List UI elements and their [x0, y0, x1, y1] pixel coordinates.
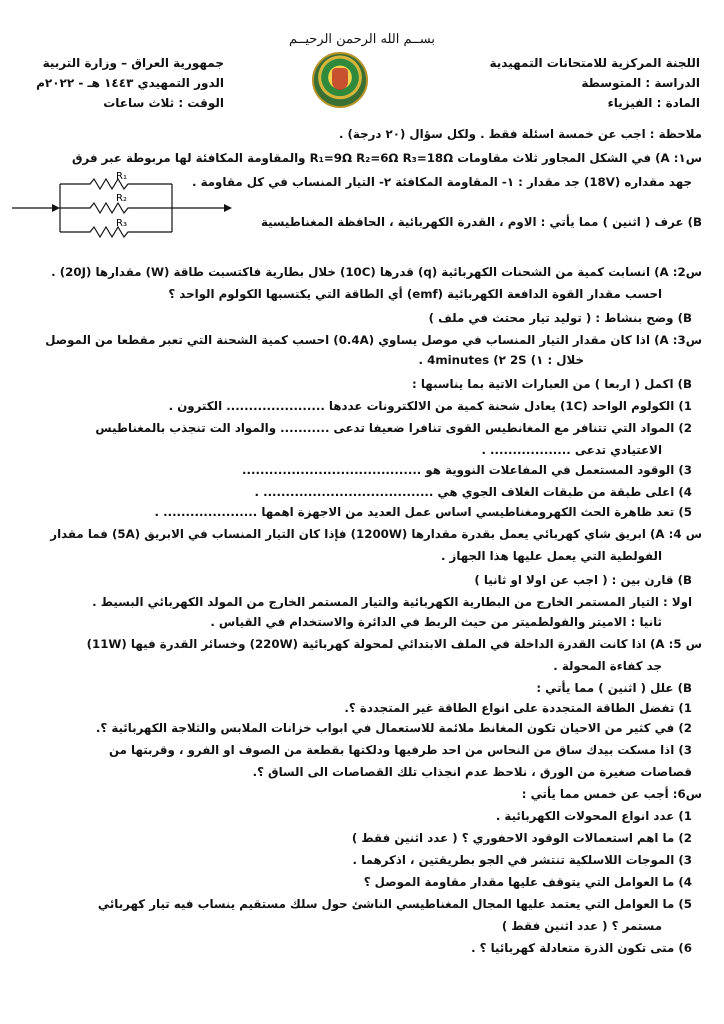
q5-item-2: 2) في كثير من الاحيان تكون المغانط ملائمة للاستعمال في ابواب خزانات الملابس والثلاجة الكهربائية ؟. [95, 721, 692, 735]
q5-item-1: 1) تفضل الطاقة المتجددة على انواع الطاقة غير المتجددة ؟. [344, 701, 692, 715]
ministry-emblem-icon [312, 52, 368, 108]
q4-compare-second: ثانيا : الاميتر والفولطميتر من حيث الربط في الدائرة والاستخدام في القياس . [210, 615, 662, 629]
q4-compare-first: اولا : التيار المستمر الخارج من البطارية الكهربائية والتيار المستمر الخارج من المولد الكهربائي البسيط . [92, 595, 692, 609]
resistor-r2-label: R₂ [116, 193, 127, 204]
q1-part-a-line2: جهد مقداره (18V) جد مقدار : ١- المقاومة المكافئة ٢- التيار المنساب في كل مقاومة . [192, 175, 692, 189]
q3-item-1: 1) الكولوم الواحد (1C) يعادل شحنة كمية من الالكترونات عددها ...................... الكترون . [168, 399, 692, 413]
header-subject: المادة : الفيزياء [607, 96, 700, 110]
basmala: بســم الله الرحمن الرحيــم [289, 32, 435, 47]
resistor-r3-label: R₃ [116, 218, 127, 229]
header-republic: جمهورية العراق – وزارة التربية [42, 56, 224, 70]
q6-item-5: 5) ما العوامل التي يعتمد عليها المجال المغناطيسي الناشئ حول سلك مستقيم ينساب فيه تيار كهربائي [97, 897, 692, 911]
q5-part-a-line1: س 5: A) اذا كانت القدرة الداخلة في الملف الابتدائي لمحولة كهربائية (220W) وخسائر القدرة فيها (11W) [86, 637, 702, 651]
resistor-circuit-diagram [8, 170, 238, 242]
q4-part-a-line2: الفولطية التي يعمل عليها هذا الجهاز . [440, 549, 662, 563]
input-arrow-icon [52, 204, 60, 212]
q6-item-5-cont: مستمر ؟ ( عدد اثنين فقط ) [501, 919, 662, 933]
exam-note: ملاحظة : اجب عن خمسة اسئلة فقط . ولكل سؤال (٢٠ درجة) . [338, 127, 702, 141]
header-time: الوقت : ثلاث ساعات [103, 96, 224, 110]
q1-part-a-line1: س١: A) في الشكل المجاور ثلاث مقاومات R₁=9Ω R₂=6Ω R₃=18Ω والمقاومة المكافئة لها مربوطة عبر فرق [71, 151, 702, 165]
q3-item-5: 5) تعد ظاهرة الحث الكهرومغناطيسي اساس عمل العديد من الاجهزة اهمها ..................... . [154, 505, 692, 519]
q2-part-a-line2: احسب مقدار القوة الدافعة الكهربائية (emf) أي الطاقة التي يكتسبها الكولوم الواحد ؟ [168, 287, 662, 301]
q6-item-1: 1) عدد انواع المحولات الكهربائية . [495, 809, 692, 823]
output-arrow-icon [224, 204, 232, 212]
q5-part-b-intro: B) علل ( اثنين ) مما يأتي : [536, 681, 692, 695]
q2-part-b: B) وضح بنشاط : ( توليد تيار محتث في ملف ) [428, 311, 692, 325]
q3-item-2: 2) المواد التي تتنافر مع المغانطيس القوى تنافرا ضعيفا تدعى ........... والمواد الت تنجذب بالمغناطيس [95, 421, 692, 435]
q4-part-b-intro: B) قارن بين : ( اجب عن اولا او ثانيا ) [474, 573, 692, 587]
q3-part-a-line1: س3: A) اذا كان مقدار التيار المنساب في موصل يساوي (0.4A) احسب كمية الشحنة التي تعبر مقطعا من الموصل [45, 333, 702, 347]
q5-item-3: 3) اذا مسكت بيدك ساق من النحاس من احد طرفيها ودلكتها بقطعة من الصوف او الفرو ، وقربتها من [108, 743, 692, 757]
q1-part-b: B) عرف ( اثنين ) مما يأتي : الاوم ، القدرة الكهربائية ، الحافظة المغناطيسية [260, 215, 702, 229]
header-session: الدور التمهيدي ١٤٤٣ هـ - ٢٠٢٢م [36, 76, 224, 90]
q3-part-a-line2: خلال : ١) 2S ٢) 4minutes . [418, 353, 584, 367]
q4-part-a-line1: س 4: A) ابريق شاي كهربائي يعمل بقدرة مقدارها (1200W) فإذا كان التيار المنساب في الابريق (5A) فما مقدار [50, 527, 702, 541]
q3-item-4: 4) اعلى طبقة من طبقات الغلاف الجوي هي ...................................... . [254, 485, 692, 499]
q6-item-2: 2) ما اهم استعمالات الوقود الاحفوري ؟ ( عدد اثنين فقط ) [351, 831, 692, 845]
q3-item-3: 3) الوقود المستعمل في المفاعلات النووية هو ........................................ [242, 463, 692, 477]
q3-item-2-cont: الاعتيادي تدعى .................. . [481, 443, 662, 457]
resistor-r2 [60, 203, 172, 213]
header-committee: اللجنة المركزية للامتحانات التمهيدية [489, 56, 700, 70]
q6-intro: س6: أجب عن خمس مما يأتي : [521, 787, 702, 801]
q3-part-b-intro: B) اكمل ( اربعا ) من العبارات الاتية بما يناسبها : [412, 377, 692, 391]
q5-part-a-line2: جد كفاءة المحولة . [553, 659, 662, 673]
q6-item-3: 3) الموجات اللاسلكية تنتشر في الجو بطريقتين ، اذكرهما . [352, 853, 692, 867]
q5-item-3-cont: قصاصات صغيرة من الورق ، نلاحظ عدم انجذاب تلك القصاصات الى الساق ؟. [252, 765, 692, 779]
q2-part-a-line1: س2: A) انسابت كمية من الشحنات الكهربائية (q) قدرها (10C) خلال بطارية فاكتسبت طاقة (W) مقدارها (20J) . [51, 265, 702, 279]
q6-item-6: 6) متى تكون الذرة متعادلة كهربائيا ؟ . [471, 941, 692, 955]
resistor-r1-label: R₁ [116, 171, 127, 182]
header-study-level: الدراسة : المتوسطة [581, 76, 700, 90]
q6-item-4: 4) ما العوامل التي يتوقف عليها مقدار مقاومة الموصل ؟ [363, 875, 692, 889]
